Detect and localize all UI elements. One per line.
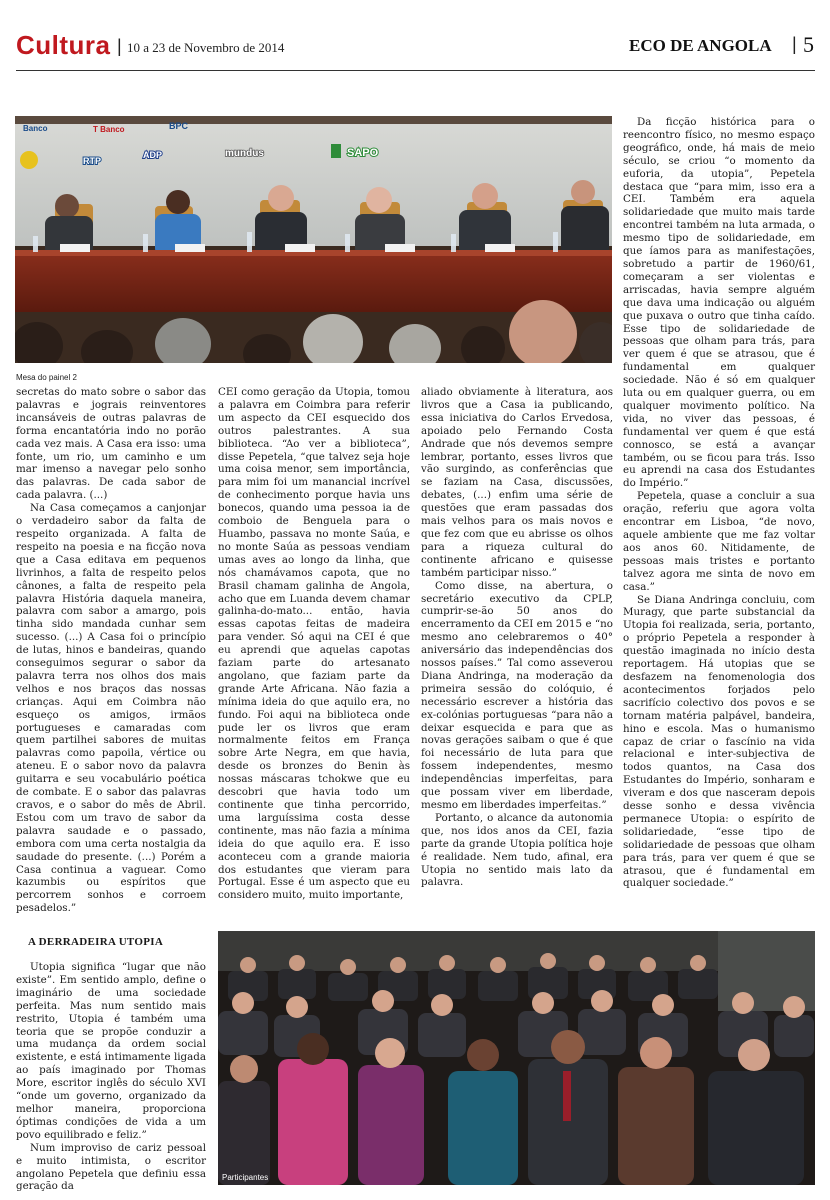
svg-text:mundus: mundus — [225, 148, 264, 159]
bottom-photo-caption: Participantes — [222, 1173, 269, 1182]
article-column-2 — [218, 386, 410, 902]
subheading: A DERRADEIRA UTOPIA — [28, 936, 164, 948]
article-column-1 — [16, 386, 206, 915]
svg-text:BPC: BPC — [169, 121, 189, 131]
paragraph: Pepetela, quase a concluir a sua oração, referiu que agora volta encontrar em Lisboa, “de novo, aquele ambiente que me faz voltar aos anos 60. Nitidamente, de pessoas mais tristes e portanto talvez agora me sinta de novo em casa.” — [623, 490, 815, 593]
header-separator-right: | — [792, 34, 797, 54]
panel-photo — [15, 116, 612, 363]
svg-text:Banco: Banco — [23, 124, 48, 133]
article-column-4 — [623, 116, 815, 890]
newspaper-name: ECO DE ANGOLA — [629, 36, 772, 55]
paragraph: secretas do mato sobre o sabor das palavras e jograis reinventores incansáveis de outras palavras de forma encantatória indo no porão cada vez mais. A Casa era isso: uma fonte, um rio, um caminho e um mar imenso a navegar pelo sonho das palavras. De cada sabor de cada palavra. (...) — [16, 386, 206, 502]
issue-date: 10 a 23 de Novembro de 2014 — [127, 40, 285, 55]
paragraph: Como disse, na abertura, o secretário executivo da CPLP, cumprir-se-ão 50 anos do encerramento da CEI em 2015 e “no mesmo ano celebraremos o 40° aniversário das independências dos nossos países.” Tal como asseverou Diana Andringa, na moderação da primeira sessão do colóquio, é necessário escrever a história das ex-colónias portuguesas “para não a deixar esquecida e para que as novas gerações saibam o que é que foi necessário de luta para que fossem independentes, mesmo independências imperfeitas, para que possam viver em liberdade, mesmo em liberdades imperfeitas.” — [421, 579, 613, 811]
article-column-3 — [421, 386, 613, 889]
paragraph: Num improviso de cariz pessoal e muito intimista, o escritor angolano Pepetela que definiu essa geração da — [16, 1141, 206, 1193]
paragraph: Na Casa começamos a canjonjar o verdadeiro sabor da falta de respeito organizada. A falta de respeito na poesia e na ficção nova que a Casa editava em pequenos livrinhos, a falta de respeito pelos cânones, a falta de respeito pela palavra História daquela maneira, palavra com sabor a amargo, pois tinha sido mandada cunhar sem sucesso. (...) A Casa foi o princípio de lutas, hinos e bandeiras, quando conseguimos segurar o sabor da palavra terra nos olhos dos mais velhos e nos braços das nossas crianças. Aqui em Coimbra não esqueço os amigos, irmãos portugueses e camaradas com quem partilhei sabores de muitas palavras como papoila, vértice ou ateneu. E o sabor novo da palavra guitarra e seu vocabulário poética de combate. E o sabor das palavras cravos, e o sabor do mês de Abril. Estou com um travo de sabor da palavra saudade e o passado, embora com uma certa nostalgia da saudade do presente. (...) Porém a Casa continua a vaguear. Como kazumbis ou espíritos que percorrem sonhos e corroem pesadelos.” — [16, 502, 206, 915]
svg-text:ADP: ADP — [143, 150, 163, 160]
audience-photo-image — [218, 931, 815, 1185]
svg-text:T Banco: T Banco — [93, 125, 125, 134]
paragraph: Da ficção histórica para o reencontro físico, no mesmo espaço geográfico, onde, há mais de meio século, se criou “o momento da euforia, da utopia”, Pepetela destaca que “para mim, isso era a CEI. Também era aquela solidariedade que muito mais tarde encontrei também na luta armada, o mesmo tipo de solidariedade, em que íamos para as manifestações, sobretudo a partir de 1960/61, começaram a ser violentas e arriscadas, havia sempre alguém que dava uma indicação ou alguém que puxava o outro que tinha caído. Esse tipo de solidariedade de pessoas que olham para trás, para ver quem é que se atrasou, que é fundamental em qualquer sociedade. Não é só em qualquer luta ou em qualquer guerra, ou em qualquer movimento político. Na vida, no viver das pessoas, é fundamental ver quem é que está connosco, se está a avançar também, ou se ficou para trás. Isso eu aprendi na casa dos Estudantes do Império.” — [623, 116, 815, 490]
paragraph: CEI como geração da Utopia, tomou a palavra em Coimbra para referir um aspecto da CEI esquecido dos outros palestrantes. A sua biblioteca. “Ao ver a biblioteca”, disse Pepetela, “que talvez seja hoje uma coisa menor, sem importância, para mim foi um manancial incrível de conhecimento porque havia uns bonecos, quando uma pessoa ia de comboio de Benguela para o Huambo, passava no monte Saúa, e no monte Saúa as pessoas vendiam umas aves ao longo da linha, que nós chamávamos capota, que no Brasil chamam galinha de Angola, acho que em Luanda devem chamar galinha-do-mato... então, havia essas capotas feitas de madeira para vender. Só aqui na CEI é que eu aprendi que aquelas capotas faziam parte do artesanato angolano, que faziam parte da grande Arte Africana. Não fazia a mínima ideia do que aquilo era, no fundo. Foi aqui na biblioteca onde pude ler os livros que eram normalmente feitos em França sobre Arte Negra, em que havia, desde os bronzes do Benin às nossas máscaras tchokwe que eu descobri que havia todo um continente que tinha percorrido, uma larguíssima costa desse continente, mas não fazia a mínima ideia do que aquilo era. E isso aconteceu com a grande maioria dos estudantes que vieram para Portugal. Esse é um aspecto que eu considero muito, muito importante, — [218, 386, 410, 902]
page-number: 5 — [803, 32, 814, 57]
svg-text:RTP: RTP — [83, 156, 101, 166]
audience-photo — [218, 931, 815, 1185]
header-rule — [16, 70, 815, 71]
svg-text:SAPO: SAPO — [347, 147, 379, 159]
article-column-1b — [16, 961, 206, 1193]
top-photo-caption: Mesa do painel 2 — [16, 373, 77, 382]
header-separator: | — [117, 36, 122, 56]
panel-photo-image — [15, 116, 612, 363]
paragraph: Se Diana Andringa concluiu, com Muragy, que parte substancial da Utopia foi realizada, seria, portanto, o próprio Pepetela a responder à questão imaginada no início desta reportagem. Há utopias que se desfazem na fenomenologia dos acontecimentos forjados pelo sacrifício colectivo dos povos e se tornam matéria palpável, bandeira, hino e escola. Mas o humanismo capaz de criar o fascínio na vida relacional e inter-subjectiva de todos quantos, na Casa dos Estudantes do Império, sonharam e viveram e dos que nasceram depois desse sonho e dessa vivência permanece Utopia: o espírito de solidariedade, “esse tipo de solidariedade de pessoas que olham para trás, para ver quem é que se atrasou, que é fundamental em qualquer sociedade.” — [623, 593, 815, 890]
paragraph: Utopia significa “lugar que não existe”. Em sentido amplo, define o imaginário de uma sociedade perfeita. Mas num sentido mais restrito, Utopia é também uma teoria que se propõe conduzir a uma mudança da ordem social existente, e está intimamente ligada ao país imaginado por Thomas More, escritor inglês do século XVI “onde um governo, organizado da melhor maneira, proporciona óptimas condições de vida a um povo equilibrado e feliz.” — [16, 961, 206, 1141]
section-title: Cultura — [16, 30, 111, 60]
paragraph: aliado obviamente à literatura, aos livros que a Casa ia publicando, essa iniciativa do Carlos Ervedosa, apoiado pelo Fernando Costa Andrade que nós devemos sempre lembrar, portanto, esses livros que vão surgindo, as conferências que se faziam na Casa, discussões, debates, (...) enfim uma série de questões que eram passadas dos mais velhos para os mais novos e que fez com que eu abrisse os olhos para a riqueza cultural do continente africano e quisesse também participar nisso.” — [421, 386, 613, 579]
paragraph: Portanto, o alcance da autonomia que, nos idos anos da CEI, fazia parte da grande Utopia política hoje é realidade. Nem tudo, afinal, era Utopia no sentido mais lato da palavra. — [421, 811, 613, 889]
